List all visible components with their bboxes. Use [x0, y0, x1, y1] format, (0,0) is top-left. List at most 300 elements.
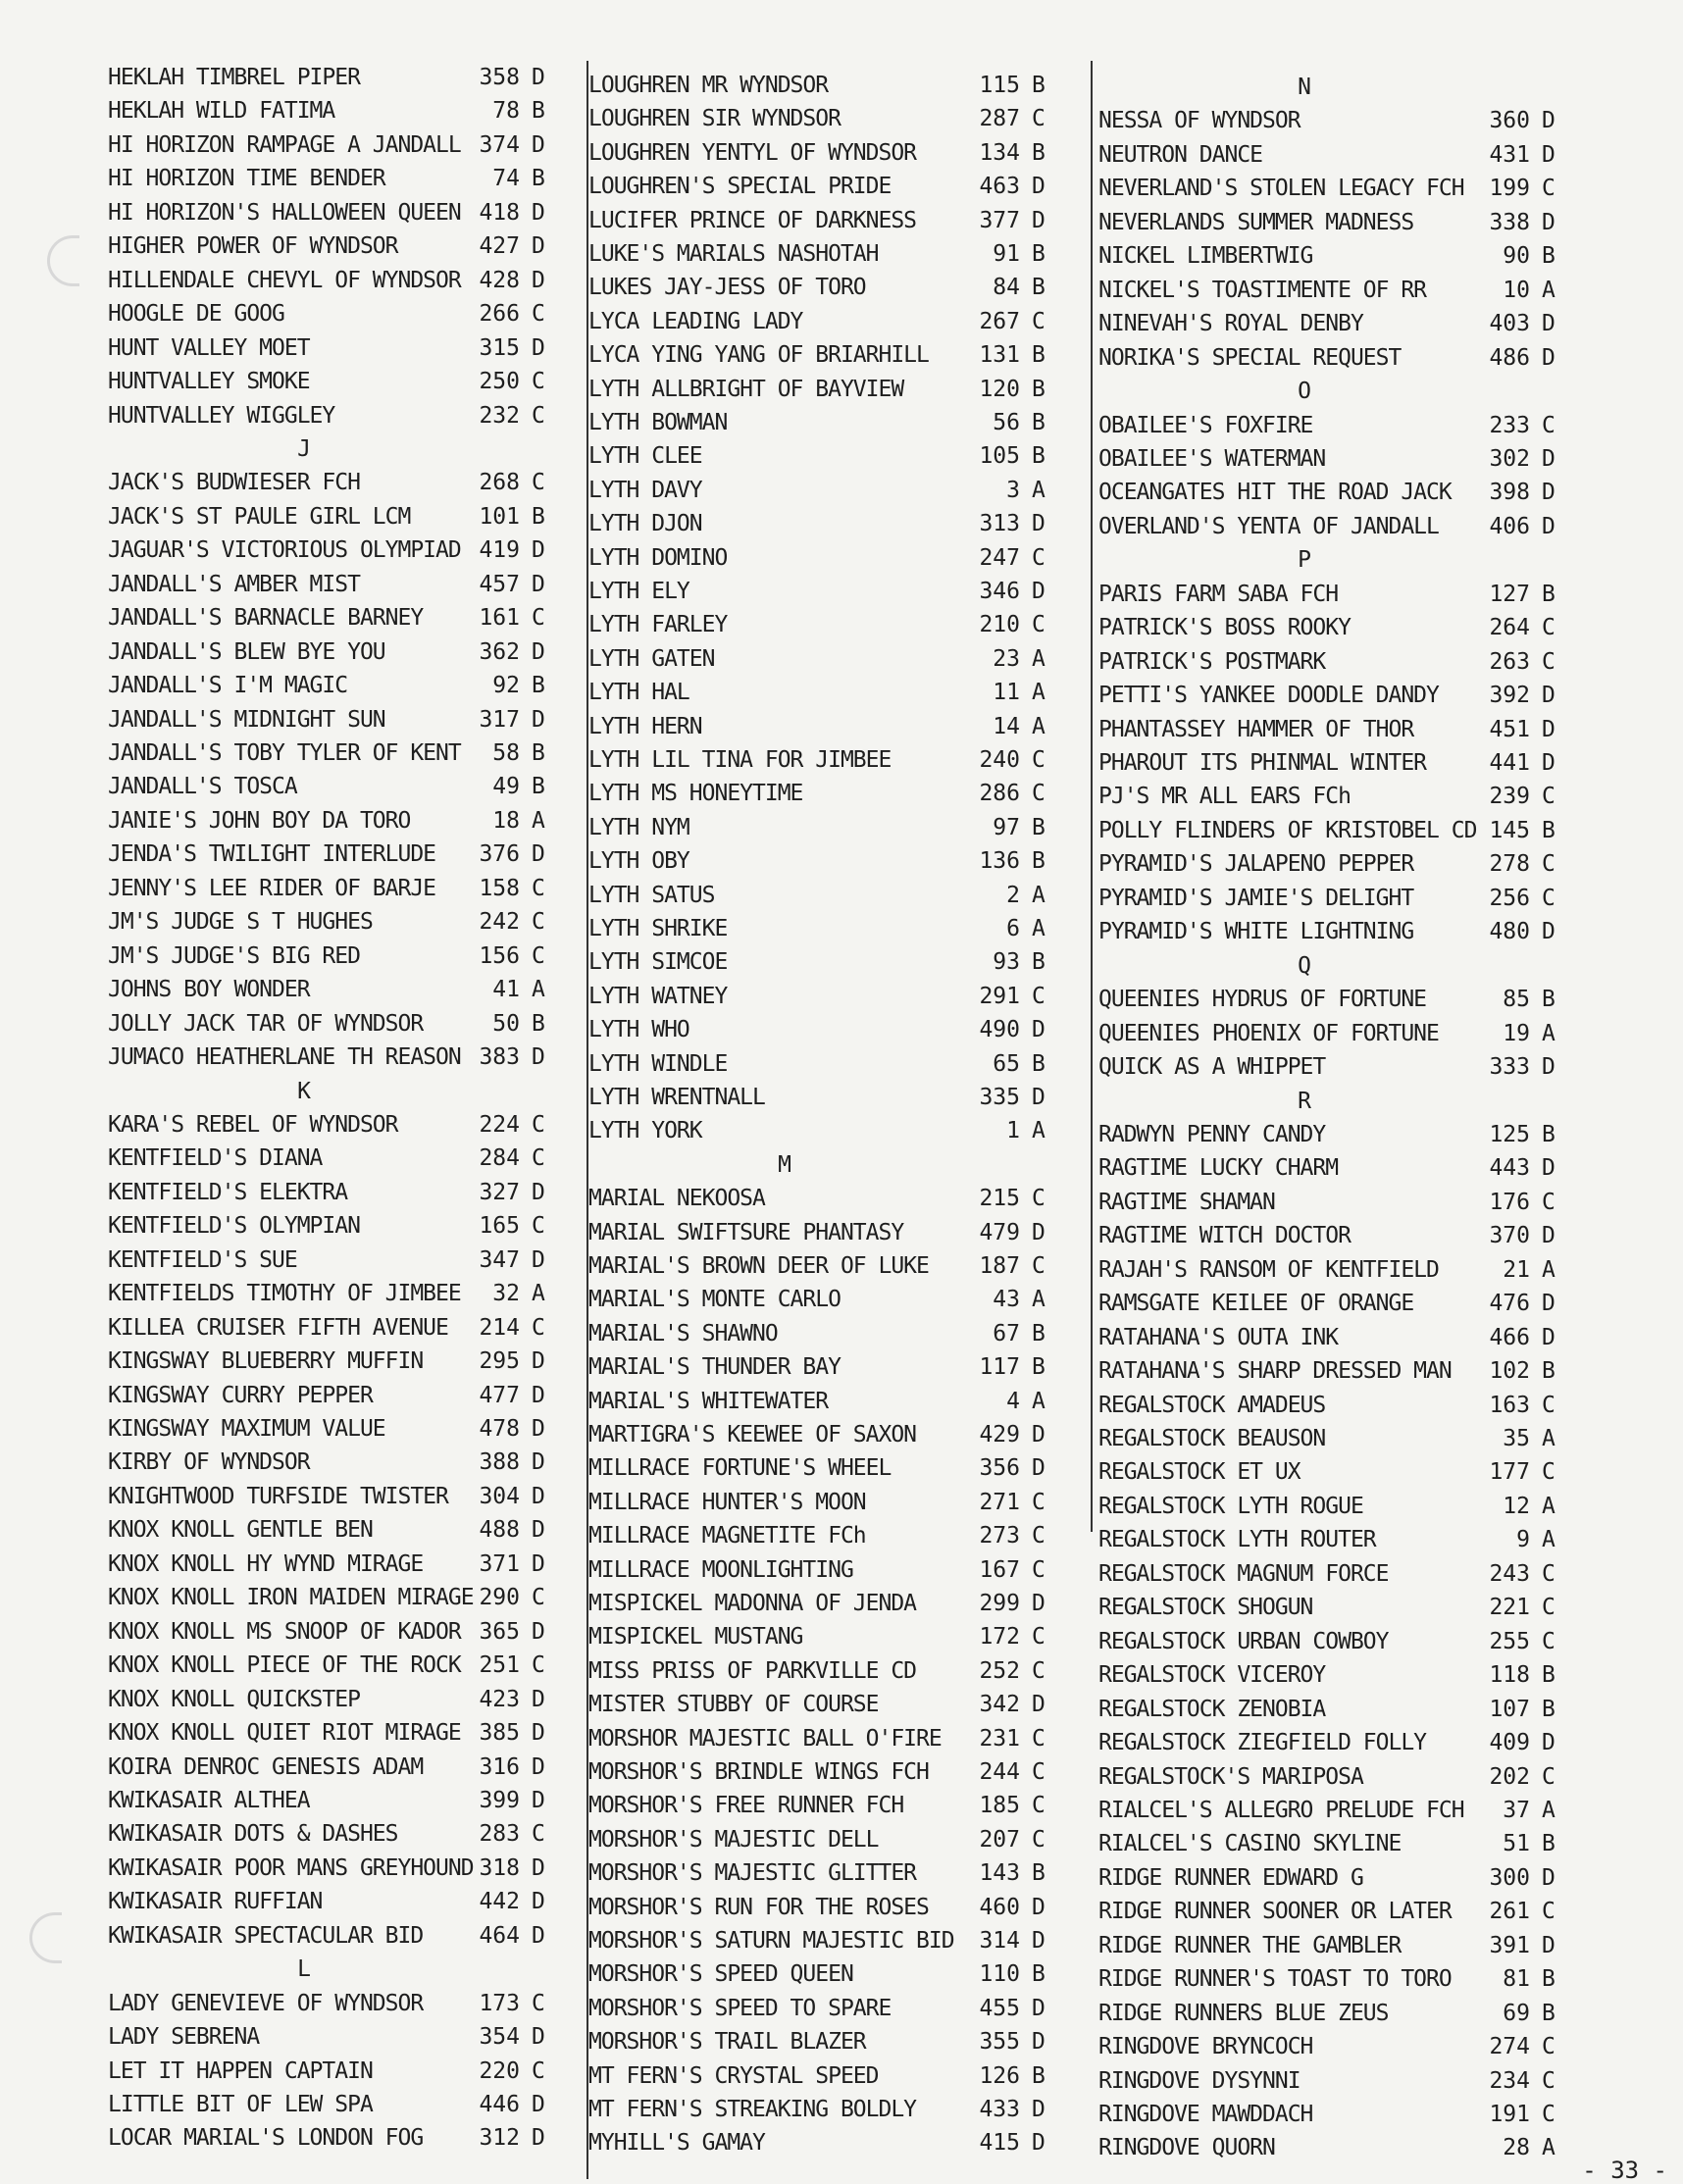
list-item	[1098, 1118, 1559, 1151]
entry-number: 263	[1489, 648, 1530, 675]
entry-number: 488	[479, 1517, 520, 1544]
entry-number: 156	[479, 942, 520, 969]
entry-name: RIDGE RUNNER THE GAMBLER	[1098, 1932, 1402, 1958]
entry-grade: D	[532, 1787, 545, 1813]
entry-grade: D	[532, 2092, 545, 2117]
entry-number: 215	[979, 1186, 1020, 1212]
entry-grade: C	[1542, 885, 1556, 911]
list-item	[588, 777, 1059, 810]
entry-number: 302	[1489, 445, 1530, 472]
entry-number: 161	[479, 605, 520, 632]
entry-number: 391	[1489, 1932, 1530, 1958]
entry-grade: D	[532, 1753, 545, 1780]
list-item	[108, 1412, 559, 1446]
entry-grade: C	[532, 470, 545, 496]
entry-name: RAGTIME WITCH DOCTOR	[1098, 1223, 1351, 1249]
entry-number: 3	[1006, 477, 1020, 503]
entry-number: 376	[479, 841, 520, 868]
list-item	[1098, 679, 1559, 712]
entry-grade: C	[532, 301, 545, 328]
entry-name: MORSHOR'S MAJESTIC GLITTER	[588, 1860, 917, 1887]
entry-number: 362	[479, 638, 520, 665]
entry-name: RIDGE RUNNERS BLUE ZEUS	[1098, 2000, 1389, 2026]
entry-number: 37	[1503, 1797, 1530, 1823]
entry-grade: C	[532, 1111, 545, 1138]
entry-name: JANDALL'S TOSCA	[108, 774, 297, 800]
entry-name: REGALSTOCK ZENOBIA	[1098, 1696, 1326, 1722]
entry-name: KWIKASAIR DOTS & DASHES	[108, 1821, 398, 1848]
entry-name: PHAROUT ITS PHINMAL WINTER	[1098, 750, 1427, 776]
entry-name: RINGDOVE BRYNCOCH	[1098, 2034, 1313, 2060]
entry-number: 338	[1489, 209, 1530, 235]
entry-name: REGALSTOCK LYTH ROUTER	[1098, 1527, 1376, 1553]
entry-number: 283	[479, 1821, 520, 1848]
entry-number: 14	[993, 713, 1020, 739]
entry-grade: B	[1542, 1696, 1556, 1722]
entry-grade: C	[1032, 1253, 1046, 1279]
list-item	[1098, 1895, 1559, 1928]
list-item	[108, 128, 559, 162]
entry-grade: C	[1032, 781, 1046, 807]
entry-name: PARIS FARM SABA FCH	[1098, 581, 1339, 607]
entry-number: 74	[492, 166, 520, 192]
entry-name: OBAILEE'S FOXFIRE	[1098, 412, 1313, 438]
list-item	[588, 1553, 1059, 1587]
entry-name: MISTER STUBBY OF COURSE	[588, 1692, 879, 1718]
list-item	[108, 1041, 559, 1074]
entry-grade: D	[532, 1348, 545, 1375]
entry-grade: D	[532, 267, 545, 293]
list-item	[588, 1620, 1059, 1653]
entry-number: 443	[1489, 1155, 1530, 1182]
entry-grade: A	[1032, 882, 1046, 908]
list-item	[1098, 780, 1559, 813]
list-item	[108, 1446, 559, 1479]
entry-number: 409	[1489, 1730, 1530, 1756]
entry-number: 244	[979, 1759, 1020, 1785]
entry-grade: D	[1542, 209, 1556, 235]
entry-name: LYTH SHRIKE	[588, 916, 728, 941]
list-item	[588, 305, 1059, 338]
list-item	[1098, 578, 1559, 611]
entry-grade: D	[532, 841, 545, 868]
entry-number: 315	[479, 334, 520, 361]
entry-number: 356	[979, 1455, 1020, 1482]
entry-grade: C	[1542, 1392, 1556, 1418]
entry-number: 35	[1503, 1426, 1530, 1451]
list-item	[588, 2093, 1059, 2126]
list-item	[108, 2055, 559, 2088]
entry-number: 255	[1489, 1628, 1530, 1654]
entry-grade: D	[532, 199, 545, 226]
list-item	[1098, 442, 1559, 476]
entry-number: 388	[479, 1449, 520, 1476]
entry-name: NINEVAH'S ROYAL DENBY	[1098, 311, 1363, 337]
entry-name: KILLEA CRUISER FIFTH AVENUE	[108, 1314, 448, 1341]
section-letter: P	[1298, 547, 1311, 574]
entry-grade: B	[532, 673, 545, 699]
list-item	[1098, 341, 1559, 375]
list-item	[108, 568, 559, 601]
entry-grade: D	[532, 2024, 545, 2051]
entry-name: KARA'S REBEL OF WYNDSOR	[108, 1111, 398, 1138]
entry-grade: A	[1032, 1287, 1046, 1313]
list-item	[108, 940, 559, 973]
entry-grade: C	[1542, 1899, 1556, 1925]
entry-number: 290	[479, 1585, 520, 1611]
entry-name: MARTIGRA'S KEEWEE OF SAXON	[588, 1422, 917, 1448]
list-item	[588, 945, 1059, 979]
entry-grade: B	[1032, 342, 1046, 369]
entry-grade: B	[1542, 1358, 1556, 1385]
entry-number: 247	[979, 544, 1020, 571]
page-number: - 33 -	[1582, 2157, 1667, 2184]
entry-number: 101	[479, 503, 520, 530]
section-letter: R	[1298, 1088, 1311, 1114]
entry-name: MISPICKEL MADONNA OF JENDA	[588, 1591, 917, 1616]
entry-grade: C	[1032, 1489, 1046, 1515]
entry-name: KWIKASAIR ALTHEA	[108, 1787, 310, 1813]
entry-name: NEVERLAND'S STOLEN LEGACY FCH	[1098, 176, 1464, 202]
entry-grade: A	[532, 1281, 545, 1307]
entry-grade: C	[1542, 1189, 1556, 1215]
entry-name: KNOX KNOLL PIECE OF THE ROCK	[108, 1652, 461, 1679]
entry-number: 56	[993, 410, 1020, 435]
entry-grade: C	[1032, 1657, 1046, 1684]
entry-number: 158	[479, 875, 520, 901]
list-item	[1098, 611, 1559, 644]
entry-number: 234	[1489, 2067, 1530, 2094]
entry-grade: D	[1032, 1455, 1046, 1482]
list-item	[108, 331, 559, 365]
entry-number: 163	[1489, 1392, 1530, 1418]
entry-number: 85	[1503, 987, 1530, 1013]
list-item	[588, 271, 1059, 304]
entry-number: 23	[993, 645, 1020, 672]
entry-grade: C	[1032, 1826, 1046, 1853]
list-item	[588, 608, 1059, 641]
entry-number: 117	[979, 1354, 1020, 1381]
list-item	[588, 541, 1059, 575]
entry-grade: D	[1542, 1864, 1556, 1891]
entry-number: 28	[1503, 2135, 1530, 2161]
entry-name: LYTH MS HONEYTIME	[588, 781, 803, 807]
list-item	[1098, 274, 1559, 307]
entry-name: OBAILEE'S WATERMAN	[1098, 445, 1326, 472]
entry-number: 327	[479, 1179, 520, 1205]
entry-name: JOLLY JACK TAR OF WYNDSOR	[108, 1010, 424, 1037]
entry-grade: B	[532, 774, 545, 800]
entry-number: 360	[1489, 108, 1530, 134]
entry-number: 65	[993, 1050, 1020, 1077]
entry-number: 6	[1006, 916, 1020, 941]
entry-grade: C	[1542, 1628, 1556, 1654]
entry-name: LYTH HERN	[588, 713, 702, 739]
entry-grade: D	[1032, 2130, 1046, 2157]
entry-number: 267	[979, 308, 1020, 334]
entry-grade: C	[532, 605, 545, 632]
entry-grade: A	[1542, 1256, 1556, 1283]
list-item	[588, 1216, 1059, 1249]
list-item	[108, 533, 559, 567]
list-item	[1098, 172, 1559, 205]
entry-number: 466	[1489, 1324, 1530, 1350]
entry-number: 304	[479, 1483, 520, 1509]
list-item	[1098, 1523, 1559, 1556]
entry-number: 102	[1489, 1358, 1530, 1385]
entry-number: 287	[979, 106, 1020, 132]
entry-name: JM'S JUDGE S T HUGHES	[108, 909, 373, 936]
entry-grade: B	[1032, 1961, 1046, 1988]
entry-number: 446	[479, 2092, 520, 2117]
list-item	[588, 1249, 1059, 1283]
list-item	[108, 1142, 559, 1175]
entry-number: 143	[979, 1860, 1020, 1887]
list-item	[588, 1722, 1059, 1755]
entry-number: 12	[1503, 1493, 1530, 1519]
entry-name: RAMSGATE KEILEE OF ORANGE	[1098, 1291, 1414, 1317]
list-item	[588, 2059, 1059, 2093]
entry-grade: B	[1032, 949, 1046, 976]
entry-number: 9	[1516, 1527, 1530, 1553]
entry-number: 477	[479, 1382, 520, 1408]
list-item	[108, 1176, 559, 1209]
entry-name: KINGSWAY BLUEBERRY MUFFIN	[108, 1348, 424, 1375]
entry-name: LYCA YING YANG OF BRIARHILL	[588, 342, 929, 369]
entry-grade: C	[1542, 176, 1556, 202]
entry-number: 118	[1489, 1662, 1530, 1689]
entry-name: MARIAL NEKOOSA	[588, 1186, 765, 1212]
entry-name: REGALSTOCK LYTH ROGUE	[1098, 1493, 1363, 1519]
entry-grade: D	[1542, 311, 1556, 337]
entry-number: 476	[1489, 1291, 1530, 1317]
entry-number: 429	[979, 1422, 1020, 1448]
entry-name: RAGTIME LUCKY CHARM	[1098, 1155, 1339, 1182]
list-item	[108, 264, 559, 297]
entry-number: 51	[1503, 1831, 1530, 1857]
entry-number: 202	[1489, 1763, 1530, 1790]
entry-name: LYTH FARLEY	[588, 612, 728, 638]
list-item	[588, 1451, 1059, 1485]
list-item	[108, 61, 559, 94]
entry-name: KNOX KNOLL IRON MAIDEN MIRAGE	[108, 1585, 474, 1611]
entry-name: JANDALL'S TOBY TYLER OF KENT	[108, 740, 461, 766]
entry-name: REGALSTOCK AMADEUS	[1098, 1392, 1326, 1418]
list-item	[588, 69, 1059, 102]
list-item	[1098, 1017, 1559, 1050]
entry-grade: C	[1542, 1459, 1556, 1486]
entry-grade: D	[532, 1922, 545, 1949]
entry-grade: C	[1542, 784, 1556, 810]
list-item	[1098, 1287, 1559, 1320]
entry-grade: D	[532, 1517, 545, 1544]
entry-name: REGALSTOCK VICEROY	[1098, 1662, 1326, 1689]
entry-grade: D	[532, 2125, 545, 2152]
entry-name: KWIKASAIR SPECTACULAR BID	[108, 1922, 424, 1949]
entry-name: LYTH LIL TINA FOR JIMBEE	[588, 747, 892, 773]
list-item	[108, 162, 559, 195]
entry-name: REGALSTOCK BEAUSON	[1098, 1426, 1326, 1451]
list-item	[108, 838, 559, 871]
list-item	[588, 1654, 1059, 1688]
entry-grade: D	[1542, 683, 1556, 709]
entry-name: RIDGE RUNNER SOONER OR LATER	[1098, 1899, 1452, 1925]
entry-number: 418	[479, 199, 520, 226]
entry-number: 134	[979, 139, 1020, 166]
entry-name: LYTH WINDLE	[588, 1050, 728, 1077]
entry-number: 231	[979, 1725, 1020, 1752]
entry-number: 431	[1489, 141, 1530, 168]
entry-grade: A	[1542, 1426, 1556, 1451]
entry-name: KENTFIELD'S ELEKTRA	[108, 1179, 348, 1205]
entry-grade: C	[532, 402, 545, 429]
list-item	[588, 439, 1059, 473]
entry-grade: C	[1032, 308, 1046, 334]
list-item	[1098, 1490, 1559, 1523]
entry-name: MARIAL'S THUNDER BAY	[588, 1354, 841, 1381]
entry-name: NORIKA'S SPECIAL REQUEST	[1098, 344, 1402, 371]
entry-number: 314	[979, 1928, 1020, 1954]
entry-grade: D	[532, 537, 545, 564]
entry-name: LUKES JAY-JESS OF TORO	[588, 275, 866, 301]
entry-name: HUNT VALLEY MOET	[108, 334, 310, 361]
entry-number: 365	[479, 1618, 520, 1645]
entry-grade: D	[1032, 2029, 1046, 2056]
entry-name: OCEANGATES HIT THE ROAD JACK	[1098, 480, 1452, 506]
entry-grade: C	[1542, 1763, 1556, 1790]
entry-number: 354	[479, 2024, 520, 2051]
entry-number: 90	[1503, 243, 1530, 270]
entry-name: KENTFIELD'S DIANA	[108, 1145, 323, 1172]
entry-name: QUEENIES HYDRUS OF FORTUNE	[1098, 987, 1427, 1013]
entry-grade: D	[1032, 1692, 1046, 1718]
entry-number: 239	[1489, 784, 1530, 810]
entry-number: 21	[1503, 1256, 1530, 1283]
entry-name: LYTH OBY	[588, 848, 689, 875]
entry-number: 455	[979, 1995, 1020, 2021]
entry-name: LUCIFER PRINCE OF DARKNESS	[588, 207, 917, 233]
entry-grade: A	[1032, 1388, 1046, 1414]
list-item	[1098, 1929, 1559, 1962]
entry-name: JANIE'S JOHN BOY DA TORO	[108, 807, 411, 834]
entry-grade: D	[1542, 716, 1556, 742]
entry-name: HILLENDALE CHEVYL OF WYNDSOR	[108, 267, 461, 293]
entry-grade: D	[1032, 1017, 1046, 1043]
entry-number: 317	[479, 706, 520, 733]
list-item	[108, 635, 559, 669]
entry-number: 342	[979, 1692, 1020, 1718]
list-item	[1098, 1625, 1559, 1658]
entry-grade: A	[1542, 2135, 1556, 2161]
list-item	[1098, 882, 1559, 915]
list-item	[588, 710, 1059, 743]
entry-number: 32	[492, 1281, 520, 1307]
entry-number: 313	[979, 511, 1020, 537]
list-item	[108, 1683, 559, 1716]
entry-number: 433	[979, 2097, 1020, 2122]
entry-number: 256	[1489, 885, 1530, 911]
entry-number: 284	[479, 1145, 520, 1172]
entry-grade: B	[532, 98, 545, 125]
entry-number: 427	[479, 233, 520, 260]
entry-number: 347	[479, 1246, 520, 1273]
entry-name: QUICK AS A WHIPPET	[1098, 1054, 1326, 1081]
entry-number: 49	[492, 774, 520, 800]
entry-name: RIDGE RUNNER'S TOAST TO TORO	[1098, 1966, 1452, 1993]
entry-grade: D	[532, 1618, 545, 1645]
entry-name: RATAHANA'S SHARP DRESSED MAN	[1098, 1358, 1452, 1385]
entry-grade: C	[532, 909, 545, 936]
entry-number: 490	[979, 1017, 1020, 1043]
list-item	[108, 770, 559, 803]
entry-name: LOUGHREN YENTYL OF WYNDSOR	[588, 139, 917, 166]
entry-grade: C	[532, 2057, 545, 2084]
list-item	[108, 1581, 559, 1614]
list-item	[1098, 1422, 1559, 1455]
entry-number: 406	[1489, 513, 1530, 539]
entry-name: JANDALL'S BARNACLE BARNEY	[108, 605, 424, 632]
entry-name: KINGSWAY CURRY PEPPER	[108, 1382, 373, 1408]
entry-name: MARIAL'S WHITEWATER	[588, 1388, 829, 1414]
entry-grade: C	[1542, 412, 1556, 438]
entry-grade: C	[1542, 648, 1556, 675]
entry-grade: C	[1542, 2034, 1556, 2060]
entry-name: LET IT HAPPEN CAPTAIN	[108, 2057, 373, 2084]
entry-number: 210	[979, 612, 1020, 638]
entry-number: 479	[979, 1219, 1020, 1245]
entry-number: 233	[1489, 412, 1530, 438]
entry-grade: D	[1032, 1995, 1046, 2021]
entry-number: 286	[979, 781, 1020, 807]
entry-name: RIDGE RUNNER EDWARD G	[1098, 1864, 1363, 1891]
entry-name: LYTH DOMINO	[588, 544, 728, 571]
entry-number: 333	[1489, 1054, 1530, 1081]
list-item	[1098, 915, 1559, 948]
entry-grade: A	[1032, 645, 1046, 672]
list-item	[588, 1081, 1059, 1114]
entry-name: LITTLE BIT OF LEW SPA	[108, 2092, 373, 2117]
list-item	[1098, 1186, 1559, 1219]
list-item	[1098, 1389, 1559, 1422]
list-item	[588, 879, 1059, 912]
entry-name: PATRICK'S POSTMARK	[1098, 648, 1326, 675]
entry-number: 464	[479, 1922, 520, 1949]
list-item	[588, 642, 1059, 676]
entry-name: MILLRACE MAGNETITE FCh	[588, 1523, 866, 1549]
entry-grade: B	[1032, 2062, 1046, 2089]
entry-number: 84	[993, 275, 1020, 301]
entry-grade: A	[1032, 680, 1046, 706]
list-item	[588, 1114, 1059, 1147]
list-item	[108, 466, 559, 499]
list-item	[108, 94, 559, 127]
entry-grade: D	[1542, 344, 1556, 371]
list-item	[1098, 1726, 1559, 1759]
entry-name: QUEENIES PHOENIX OF FORTUNE	[1098, 1020, 1439, 1046]
list-item	[1098, 1861, 1559, 1895]
entry-grade: A	[1542, 1797, 1556, 1823]
entry-number: 242	[479, 909, 520, 936]
list-item	[588, 844, 1059, 878]
entry-number: 423	[479, 1686, 520, 1712]
entry-name: KENTFIELD'S OLYMPIAN	[108, 1213, 360, 1240]
entry-name: MISS PRISS OF PARKVILLE CD	[588, 1657, 917, 1684]
list-item	[588, 1823, 1059, 1856]
entry-grade: C	[1032, 106, 1046, 132]
list-item	[1098, 814, 1559, 847]
entry-number: 441	[1489, 750, 1530, 776]
entry-grade: D	[1542, 1324, 1556, 1350]
